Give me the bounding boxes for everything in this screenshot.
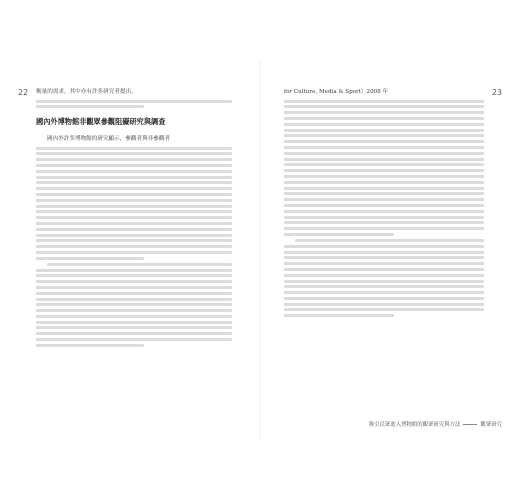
page-number-right: 23 — [491, 88, 502, 97]
illegible-paragraph — [284, 239, 484, 317]
illegible-paragraph — [36, 263, 232, 347]
right-page-text — [284, 88, 484, 320]
left-page — [18, 0, 250, 500]
right-opening-line: for Culture, Media & Sport）2008 年 — [284, 89, 389, 95]
left-page-text — [36, 88, 232, 350]
footer-series-title: 吸引民眾進入博物館的觀眾研究與方法 — [368, 422, 461, 428]
section-heading: 國內外博物館非觀眾參觀阻礙研究與調查 — [36, 117, 166, 127]
running-footer — [369, 420, 502, 428]
left-body-intro: 國內外許多博物館的研究顯示，參觀者與非參觀者 — [47, 135, 171, 142]
page-number-left: 22 — [18, 88, 29, 97]
footer-divider — [463, 424, 477, 425]
illegible-paragraph — [36, 147, 232, 260]
left-opening-line: 衡量的需求，其中亦有許多研究者提出， — [36, 89, 137, 95]
book-gutter — [259, 60, 261, 440]
illegible-paragraph — [36, 100, 232, 109]
illegible-paragraph — [284, 100, 484, 236]
footer-book-title: 觀眾研究 — [480, 422, 502, 428]
right-page — [270, 0, 502, 500]
